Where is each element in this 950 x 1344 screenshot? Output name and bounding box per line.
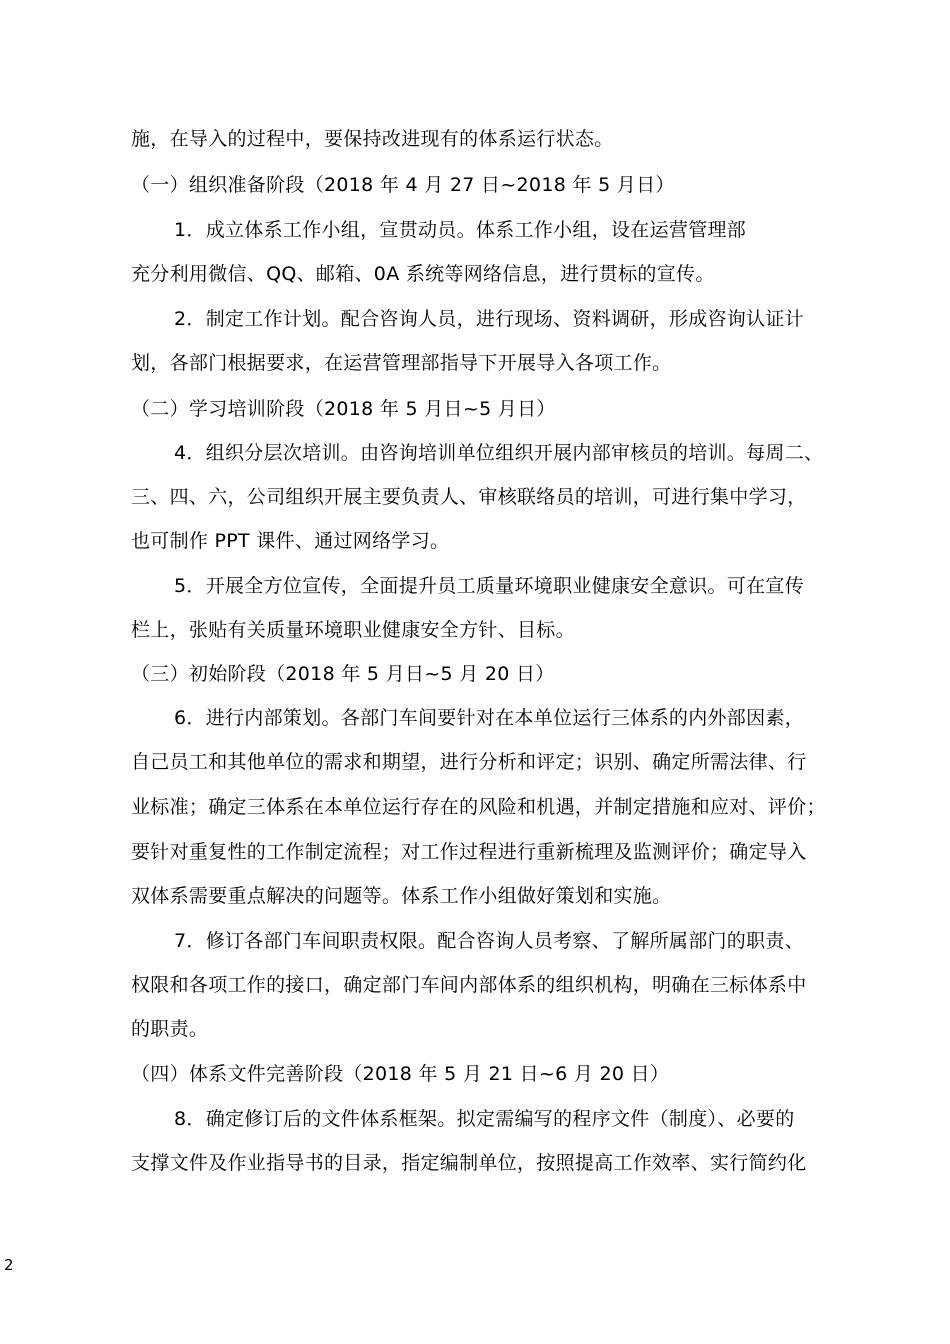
text-line-21: 的职责。 [131,1018,209,1040]
text-line-9: 三、四、六，公司组织开展主要负责人、审核联络员的培训，可进行集中学习， [131,486,807,508]
text-line-6: 划，各部门根据要求，在运营管理部指导下开展导入各项工作。 [131,352,672,374]
text-line-19: 7．修订各部门车间职责权限。配合咨询人员考察、了解所属部门的职责、 [174,930,804,952]
text-line-1: 施，在导入的过程中，要保持改进现有的体系运行状态。 [131,128,614,150]
section-heading-4: （四）体系文件完善阶段（2018 年 5 月 21 日~6 月 20 日） [131,1063,670,1085]
text-line-17: 要针对重复性的工作制定流程；对工作过程进行重新梳理及监测评价；确定导入 [131,841,807,863]
text-line-16: 业标准；确定三体系在本单位运行存在的风险和机遇，并制定措施和应对、评价； [131,796,826,818]
text-line-23: 8．确定修订后的文件体系框架。拟定需编写的程序文件（制度）、必要的 [174,1108,795,1130]
text-line-11: 5．开展全方位宣传，全面提升员工质量环境职业健康安全意识。可在宣传 [174,575,804,597]
text-line-8: 4．组织分层次培训。由咨询培训单位组织开展内部审核员的培训。每周二、 [174,442,824,464]
text-line-3: 1．成立体系工作小组，宣贯动员。体系工作小组，设在运营管理部 [174,219,747,241]
text-line-4: 充分利用微信、QQ、邮箱、0A 系统等网络信息，进行贯标的宣传。 [131,263,715,285]
text-line-14: 6．进行内部策划。各部门车间要针对在本单位运行三体系的内外部因素， [174,707,804,729]
page-number: 2 [4,1256,14,1274]
section-heading-2: （二）学习培训阶段（2018 年 5 月日~5 月日） [131,398,556,420]
text-line-18: 双体系需要重点解决的问题等。体系工作小组做好策划和实施。 [131,885,672,907]
text-line-24: 支撑文件及作业指导书的目录，指定编制单位，按照提高工作效率、实行简约化 [131,1152,807,1174]
text-line-20: 权限和各项工作的接口，确定部门车间内部体系的组织机构，明确在三标体系中 [131,974,807,996]
text-line-15: 自己员工和其他单位的需求和期望，进行分析和评定；识别、确定所需法律、行 [131,751,807,773]
section-heading-3: （三）初始阶段（2018 年 5 月日~5 月 20 日） [131,663,555,685]
text-line-12: 栏上，张贴有关质量环境职业健康安全方针、目标。 [131,619,575,641]
text-line-5: 2．制定工作计划。配合咨询人员，进行现场、资料调研，形成咨询认证计 [174,308,804,330]
text-line-10: 也可制作 PPT 课件、通过网络学习。 [131,530,450,552]
section-heading-1: （一）组织准备阶段（2018 年 4 月 27 日~2018 年 5 月日） [131,174,675,196]
